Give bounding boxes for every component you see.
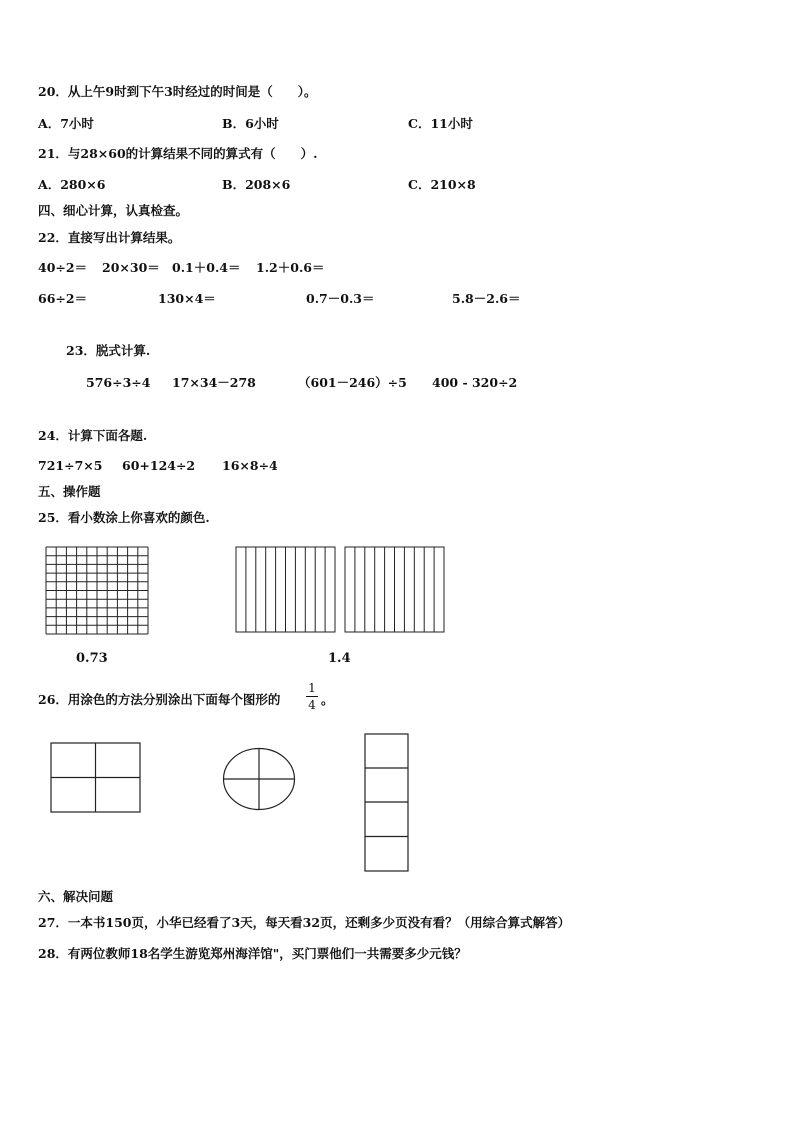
q20-stem: 20．从上午9时到下午3时经过的时间是（ ）。 <box>38 84 317 99</box>
q24-item: 721÷7×5 <box>38 458 103 473</box>
q24-stem: 24．计算下面各题. <box>38 428 148 443</box>
q20-option-b: B．6小时 <box>222 116 279 131</box>
q21-stem: 21．与28×60的计算结果不同的算式有（ ）. <box>38 146 318 161</box>
q24-item: 16×8÷4 <box>222 458 278 473</box>
q23-item: 400 - 320÷2 <box>432 375 518 390</box>
q20-option-c: C．11小时 <box>408 116 473 131</box>
q23-item: （601－246）÷5 <box>298 375 407 390</box>
q26-stem-text: 26．用涂色的方法分别涂出下面每个图形的 <box>38 692 281 707</box>
tenths-strip-figure-2 <box>344 546 446 634</box>
tenths-strip-figure-1 <box>235 546 337 634</box>
decimal-label-14: 1.4 <box>328 651 351 666</box>
q25-stem: 25．看小数涂上你喜欢的颜色. <box>38 510 210 525</box>
q21-option-a: A．280×6 <box>38 177 106 192</box>
q22-item: 130×4＝ <box>158 291 216 306</box>
fraction-one-quarter <box>306 681 318 712</box>
q22-item: 66÷2＝ <box>38 291 88 306</box>
hundred-grid-figure <box>45 546 150 636</box>
section-5-heading: 五、操作题 <box>38 484 101 499</box>
q22-item: 40÷2＝ <box>38 260 88 275</box>
decimal-label-073: 0.73 <box>76 651 108 666</box>
q21-option-b: B．208×6 <box>222 177 291 192</box>
q23-stem: 23．脱式计算. <box>66 343 151 358</box>
q27-stem: 27．一本书150页，小华已经看了3天，每天看32页，还剩多少页没有看？（用综合算式解答） <box>38 915 571 930</box>
q22-item: 1.2＋0.6＝ <box>256 260 325 275</box>
q23-item: 17×34－278 <box>172 375 256 390</box>
q22-item: 5.8－2.6＝ <box>452 291 521 306</box>
circle-quarters-figure <box>222 747 296 811</box>
section-6-heading: 六、解决问题 <box>38 889 114 904</box>
q26-stem <box>38 692 280 708</box>
rectangle-quarters-figure <box>50 742 142 814</box>
q26-stem-end: 。 <box>321 692 334 707</box>
q23-item: 576÷3÷4 <box>86 375 151 390</box>
q22-item: 0.7－0.3＝ <box>306 291 375 306</box>
q22-stem: 22．直接写出计算结果。 <box>38 230 181 245</box>
column-quarters-figure <box>364 733 410 873</box>
section-4-heading: 四、细心计算，认真检查。 <box>38 203 189 218</box>
fraction-denominator: 4 <box>308 698 316 712</box>
q22-item: 0.1＋0.4＝ <box>172 260 241 275</box>
q21-option-c: C．210×8 <box>408 177 476 192</box>
fraction-numerator: 1 <box>308 681 316 695</box>
q24-item: 60+124÷2 <box>122 458 196 473</box>
q20-option-a: A．7小时 <box>38 116 94 131</box>
q22-item: 20×30＝ <box>102 260 160 275</box>
q28-stem: 28．有两位教师18名学生游览郑州海洋馆"，买门票他们一共需要多少元钱？ <box>38 946 467 961</box>
